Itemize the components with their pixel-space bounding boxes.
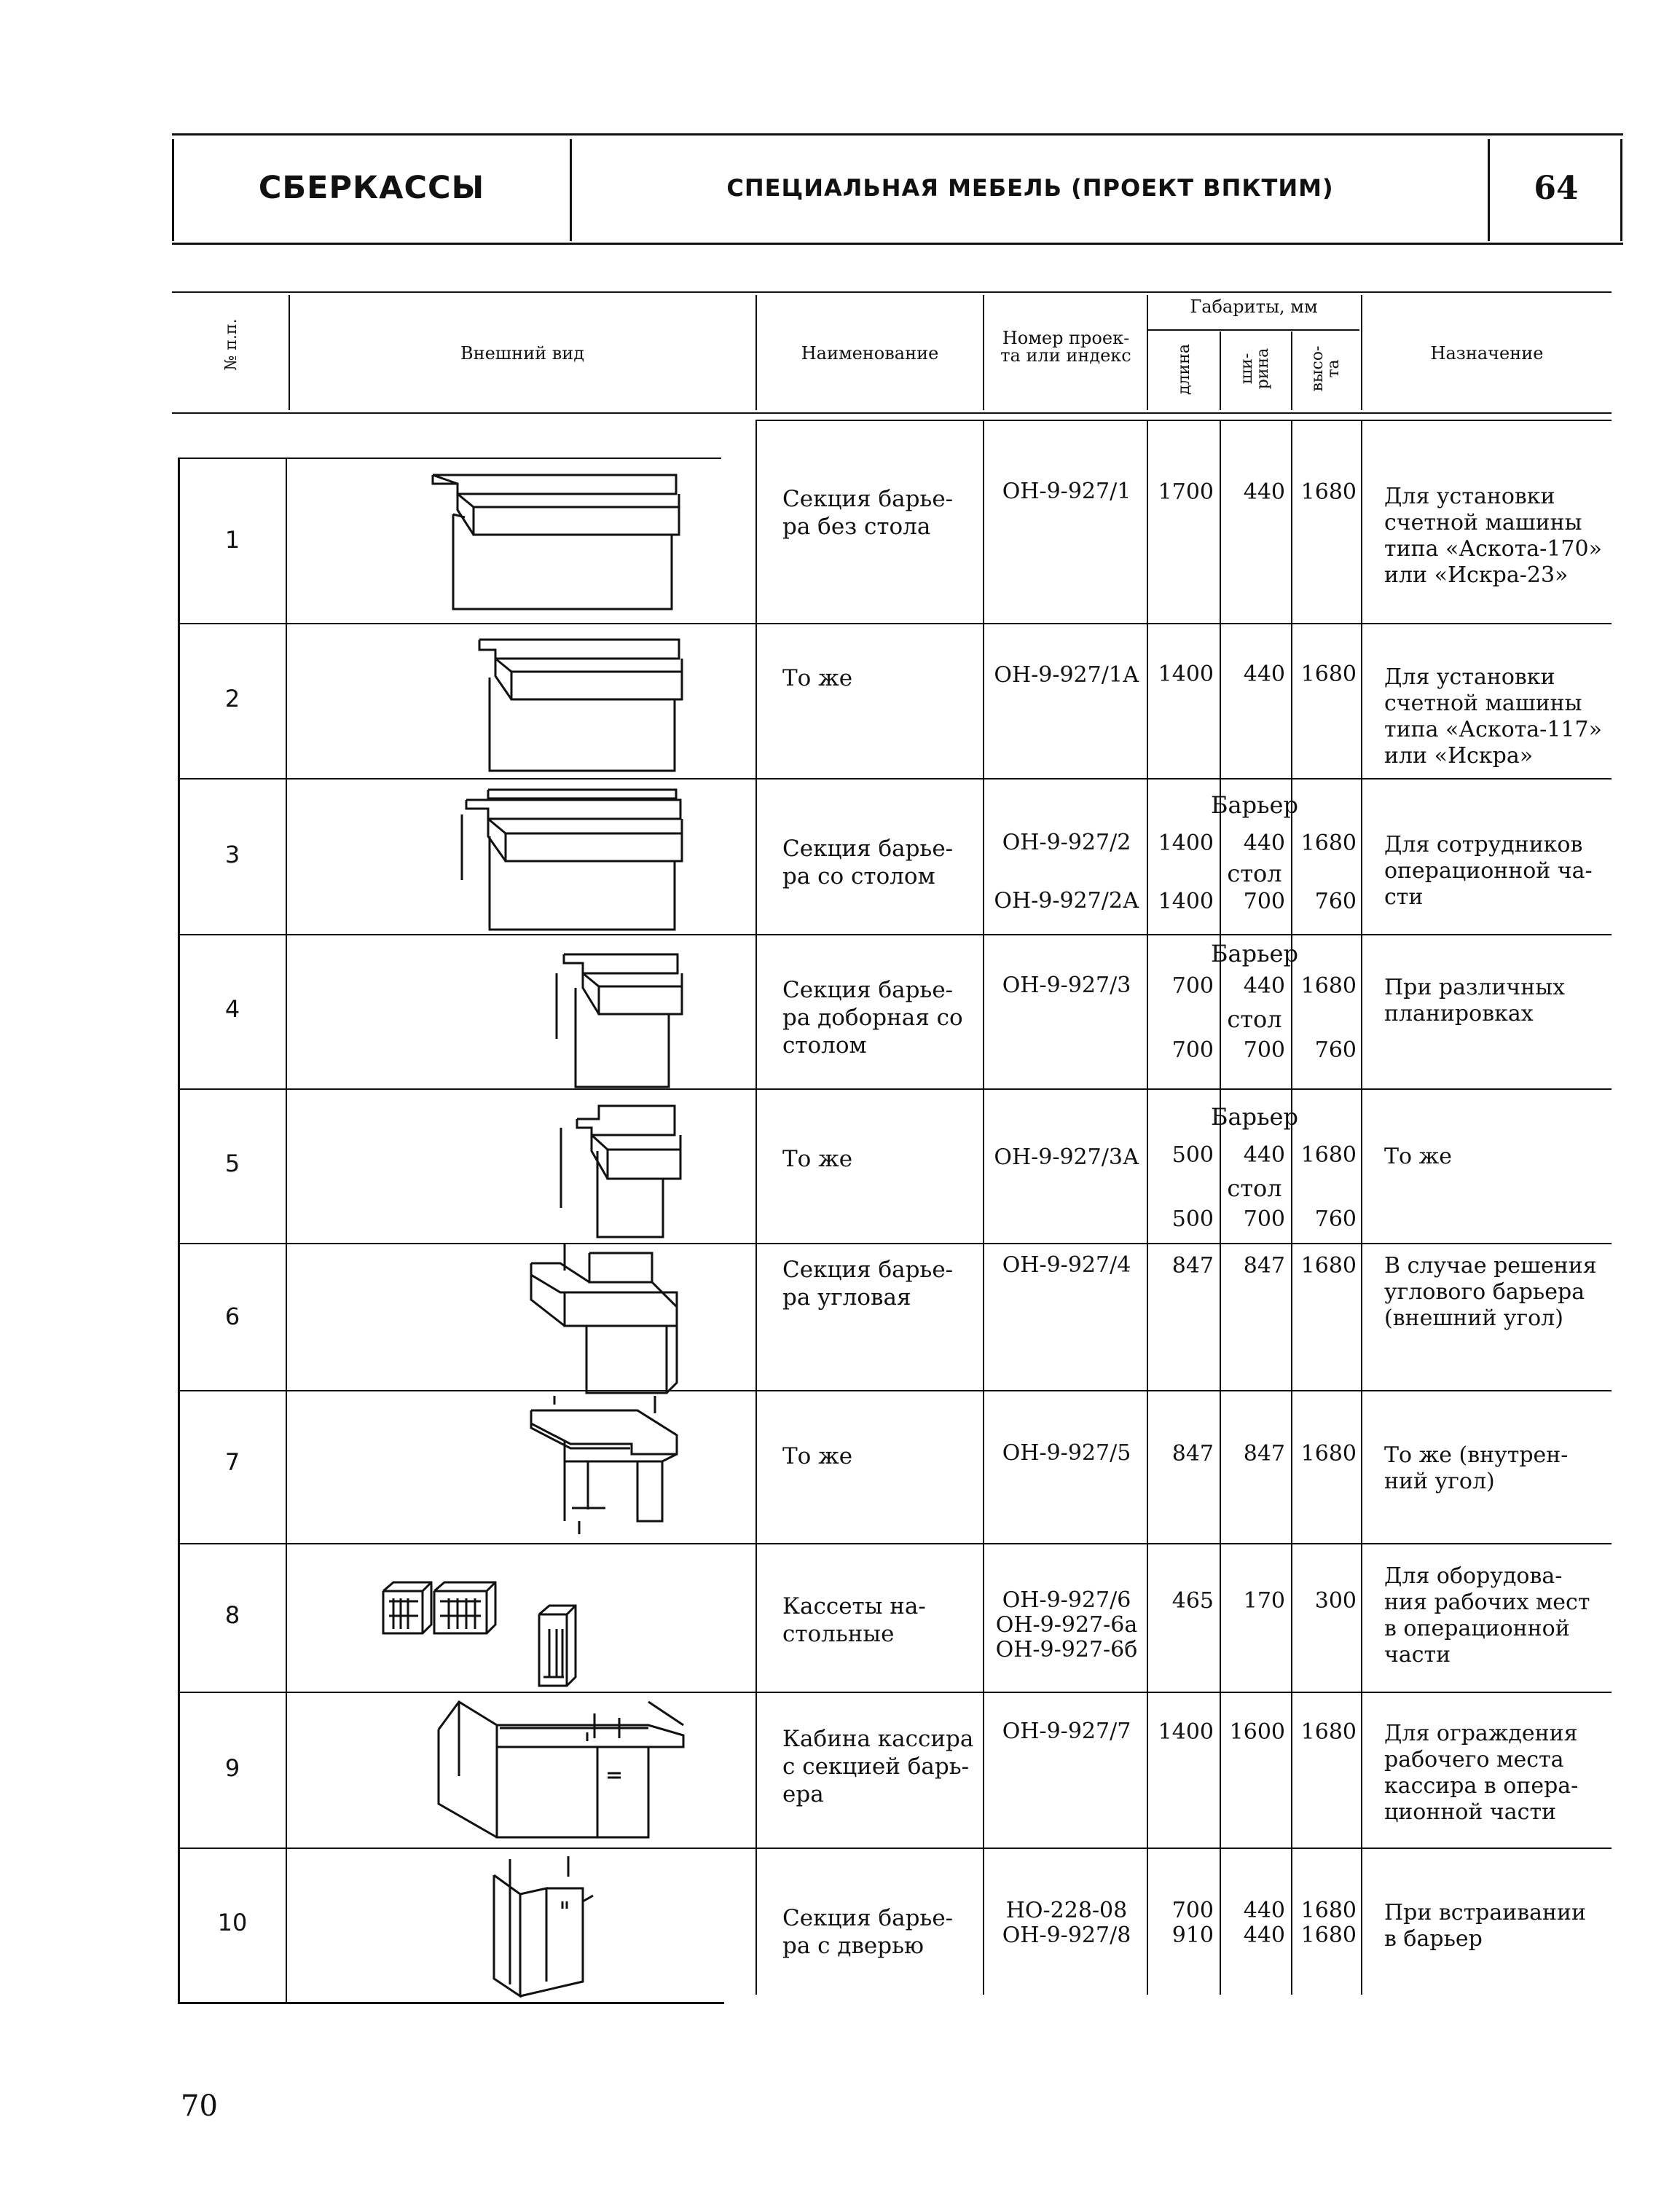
dims-sublabel: стол — [1227, 1005, 1282, 1033]
table-top-rule — [172, 291, 1612, 293]
dim-height: 1680 — [1300, 1441, 1357, 1466]
purpose-text: При различных планировках — [1384, 975, 1566, 1026]
row-divider — [178, 934, 1612, 935]
header-bottom-rule — [172, 243, 1623, 245]
col-length-header: длина — [1175, 344, 1193, 395]
dim-height: 1680 — [1300, 1719, 1357, 1745]
dim-length: 700 910 — [1171, 1898, 1214, 1948]
dim-length: 1400 — [1158, 661, 1214, 687]
item-name: То же — [782, 1443, 853, 1469]
dim-length: 847 — [1171, 1441, 1214, 1466]
project-code: ОН-9-927/6 ОН-9-927-6а ОН-9-927-6б — [995, 1587, 1138, 1662]
purpose-text: При встраивании в барьер — [1384, 1900, 1587, 1952]
project-code: ОН-9-927/3 — [1002, 973, 1131, 998]
dim-length: 500 — [1171, 1142, 1214, 1168]
col-view-header: Внешний вид — [460, 343, 585, 364]
item-name: Секция барье- ра доборная со столом — [782, 977, 963, 1059]
body-top-rule-right — [755, 420, 1612, 421]
row-divider — [178, 1848, 1612, 1849]
col-divider — [983, 295, 984, 410]
row-divider — [178, 1543, 1612, 1544]
dim-width: 440 — [1243, 973, 1285, 999]
dim-length: 1700 — [1158, 479, 1214, 505]
purpose-text: В случае решения углового барьера (внешний угол) — [1384, 1253, 1597, 1331]
project-code: ОН-9-927/1 — [1002, 479, 1131, 504]
col-height-header: высо- та — [1308, 345, 1343, 392]
dim-width: 440 — [1243, 831, 1285, 856]
dim-length: 500 — [1171, 1206, 1214, 1232]
dim-width: 440 — [1243, 479, 1285, 505]
dim-length: 847 — [1171, 1253, 1214, 1279]
cashier-booth-sketch — [430, 1695, 714, 1843]
dim-length: 700 — [1171, 1037, 1214, 1063]
barrier-section-sketch — [423, 466, 714, 622]
dim-length: 700 — [1171, 973, 1214, 999]
body-top-rule — [178, 458, 721, 459]
dims-sublabel: Барьер — [1211, 791, 1298, 819]
row-divider — [178, 778, 1612, 780]
dim-width: 440 — [1243, 1142, 1285, 1168]
table-header-rule — [172, 412, 1612, 414]
dim-length: 1400 — [1158, 1719, 1214, 1745]
row-divider — [178, 623, 1612, 624]
row-number: 8 — [224, 1601, 240, 1629]
dim-height: 1680 — [1300, 831, 1357, 856]
row-number: 1 — [224, 526, 240, 554]
extension-section-sketch — [532, 944, 714, 1093]
body-bottom-rule — [178, 2002, 724, 2004]
row-number: 6 — [224, 1303, 240, 1330]
col-width-header: ши- рина — [1238, 347, 1272, 390]
dim-width: 847 — [1243, 1253, 1285, 1279]
dims-sublabel: Барьер — [1211, 1103, 1298, 1131]
dims-sublabel: стол — [1227, 1174, 1282, 1202]
corner-section-sketch — [521, 1238, 710, 1402]
sheet-number: 64 — [1534, 169, 1579, 207]
col-num-header: № п.п. — [222, 318, 240, 371]
project-code: ОН-9-927/3А — [994, 1144, 1139, 1170]
dim-height: 1680 — [1300, 479, 1357, 505]
extension-section-sketch — [546, 1099, 714, 1240]
item-name: Секция барье- ра угловая — [782, 1257, 954, 1311]
dim-length: 1400 — [1158, 831, 1214, 856]
purpose-text: То же — [1384, 1144, 1452, 1169]
sheet-title: СПЕЦИАЛЬНАЯ МЕБЕЛЬ (ПРОЕКТ ВПКТИМ) — [726, 174, 1334, 202]
row-divider — [178, 1243, 1612, 1244]
item-name: Секция барье- ра без стола — [782, 486, 954, 540]
project-code: ОН-9-927/2А — [994, 888, 1139, 914]
col-name-header: Наименование — [801, 343, 939, 364]
dim-width: 170 — [1243, 1588, 1285, 1614]
project-code: ОН-9-927/2 — [1002, 830, 1131, 855]
dim-length: 465 — [1171, 1588, 1214, 1614]
row-number: 2 — [224, 685, 240, 712]
dim-height: 1680 — [1300, 1253, 1357, 1279]
dim-length: 1400 — [1158, 889, 1214, 914]
sheet-header — [172, 133, 1623, 246]
door-section-sketch — [481, 1850, 627, 1999]
purpose-text: Для сотрудников операционной ча- сти — [1384, 832, 1593, 910]
row-divider — [178, 1088, 1612, 1090]
col-purpose-header: Назначение — [1430, 343, 1544, 364]
dim-width: 700 — [1243, 889, 1285, 914]
col-project-header: Номер проек- та или индекс — [1000, 328, 1131, 366]
row-number: 5 — [224, 1150, 240, 1177]
col-divider — [1147, 421, 1148, 1995]
item-name: Кабина кассира с секцией барь- ера — [782, 1726, 974, 1807]
inner-corner-section-sketch — [521, 1391, 710, 1540]
item-name: То же — [782, 1146, 853, 1172]
desk-cassettes-sketch — [379, 1581, 612, 1693]
col-divider — [983, 421, 984, 1995]
item-name: Секция барье- ра с дверью — [782, 1905, 954, 1959]
dim-width: 440 — [1243, 661, 1285, 687]
barrier-table-sketch — [444, 785, 721, 934]
dims-sublabel: Барьер — [1211, 940, 1298, 967]
dim-width: 440 440 — [1243, 1898, 1285, 1948]
row-divider — [178, 1390, 1612, 1391]
purpose-text: Для ограждения рабочего места кассира в опера- ционной части — [1384, 1721, 1579, 1825]
item-name: То же — [782, 665, 853, 691]
dim-width: 700 — [1243, 1037, 1285, 1063]
page-number: 70 — [181, 2089, 218, 2123]
purpose-text: Для оборудова- ния рабочих мест в операционной части — [1384, 1563, 1590, 1668]
dims-group-rule — [1148, 329, 1359, 331]
row-number: 7 — [224, 1448, 240, 1476]
purpose-text: Для установки счетной машины типа «Аскота-170» или «Искра-23» — [1384, 484, 1602, 588]
col-divider — [1291, 421, 1292, 1995]
dim-height: 760 — [1314, 889, 1357, 914]
col-dims-header: Габариты, мм — [1190, 297, 1318, 317]
dim-height: 760 — [1314, 1037, 1357, 1063]
row-number: 10 — [217, 1909, 248, 1936]
project-code: ОН-9-927/1А — [994, 662, 1139, 688]
project-code: НО-228-08 ОН-9-927/8 — [1002, 1898, 1131, 1948]
dim-width: 700 — [1243, 1206, 1285, 1232]
purpose-text: Для установки счетной машины типа «Аскота-117» или «Искра» — [1384, 664, 1602, 769]
col-divider — [1220, 421, 1221, 1995]
dim-height: 1680 — [1300, 661, 1357, 687]
project-code: ОН-9-927/5 — [1002, 1440, 1131, 1466]
dim-height: 1680 — [1300, 973, 1357, 999]
project-code: ОН-9-927/4 — [1002, 1252, 1131, 1278]
col-divider — [1291, 331, 1292, 410]
col-divider — [1361, 421, 1362, 1995]
section-title: СБЕРКАССЫ — [258, 170, 485, 206]
dims-sublabel: стол — [1227, 860, 1282, 887]
dim-height: 1680 1680 — [1300, 1898, 1357, 1948]
row-number: 3 — [224, 841, 240, 868]
dim-height: 300 — [1314, 1588, 1357, 1614]
purpose-text: То же (внутрен- ний угол) — [1384, 1442, 1569, 1494]
dim-width: 1600 — [1229, 1719, 1285, 1745]
row-number: 4 — [224, 995, 240, 1023]
col-divider — [1220, 331, 1221, 410]
item-name: Секция барье- ра со столом — [782, 836, 954, 890]
col-divider — [755, 421, 757, 1995]
dim-height: 760 — [1314, 1206, 1357, 1232]
project-code: ОН-9-927/7 — [1002, 1719, 1131, 1744]
dim-width: 847 — [1243, 1441, 1285, 1466]
row-number: 9 — [224, 1754, 240, 1782]
item-name: Кассеты на- стольные — [782, 1593, 926, 1647]
barrier-section-sketch — [466, 632, 714, 781]
dim-height: 1680 — [1300, 1142, 1357, 1168]
